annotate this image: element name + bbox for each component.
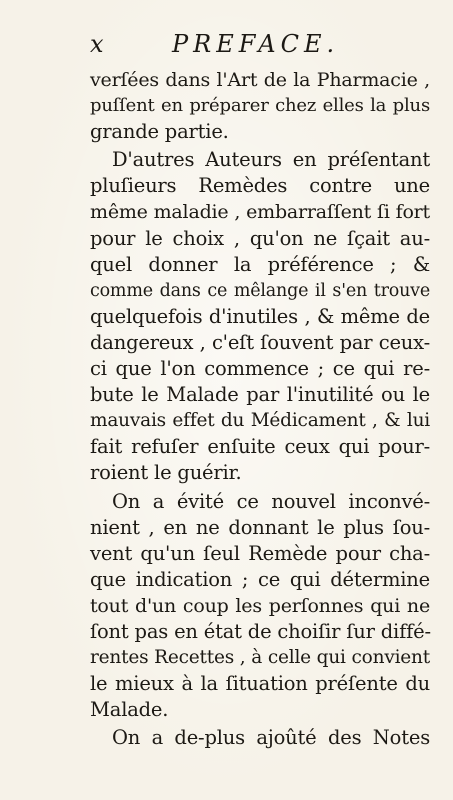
text-line: verſées dans l'Art de la Pharmacie , [90, 69, 430, 91]
text-line: dangereux , c'eſt ſouvent par ceux- [90, 330, 430, 354]
paragraph-1 [90, 67, 430, 145]
body-text [90, 67, 430, 751]
text-line: nient , en ne donnant le plus ſou- [90, 515, 430, 539]
text-line: pluſieurs Remèdes contre une [90, 174, 430, 198]
text-line: bute le Malade par l'inutilité ou le [90, 383, 430, 407]
paragraph-2 [90, 147, 430, 486]
text-line: quel donner la préférence ; & [90, 252, 430, 276]
text-line: quelquefois d'inutiles , & même de [90, 304, 430, 328]
text-line: Malade. [90, 698, 169, 722]
page-header [90, 30, 390, 66]
text-line: grande partie. [90, 120, 229, 144]
text-line: mauvais effet du Médicament , & lui [90, 410, 430, 432]
text-line: que indication ; ce qui détermine [90, 567, 430, 591]
text-line: vent qu'un ſeul Remède pour cha- [90, 541, 430, 565]
text-line: rentes Recettes , à celle qui convient [90, 647, 430, 669]
text-line: pour le choix , qu'on ne ſçait au- [90, 226, 430, 250]
text-line: D'autres Auteurs en préſentant [112, 148, 430, 172]
text-line: tout d'un coup les perſonnes qui ne [90, 594, 430, 617]
paragraph-3 [90, 489, 430, 724]
text-line: comme dans ce mêlange il s'en trouve [90, 280, 430, 301]
page-number: x [90, 30, 105, 58]
text-line: même maladie , embarraſſent ſi fort [90, 201, 430, 224]
paragraph-4 [90, 725, 430, 751]
text-line: On a de-plus ajoûté des Notes [112, 726, 430, 750]
text-line: On a évité ce nouvel inconvé- [112, 489, 430, 513]
text-line: ci que l'on commence ; ce qui re- [90, 357, 430, 381]
text-line: ſont pas en état de choiſir ſur diffé- [90, 619, 431, 643]
text-line: puſſent en préparer chez elles la plus [90, 95, 430, 117]
text-line: le mieux à la ſituation préſente du [90, 672, 430, 696]
running-title: PREFACE. [172, 30, 340, 58]
text-line: roient le guérir. [90, 461, 242, 485]
text-line: fait refuſer enſuite ceux qui pour- [90, 435, 430, 459]
